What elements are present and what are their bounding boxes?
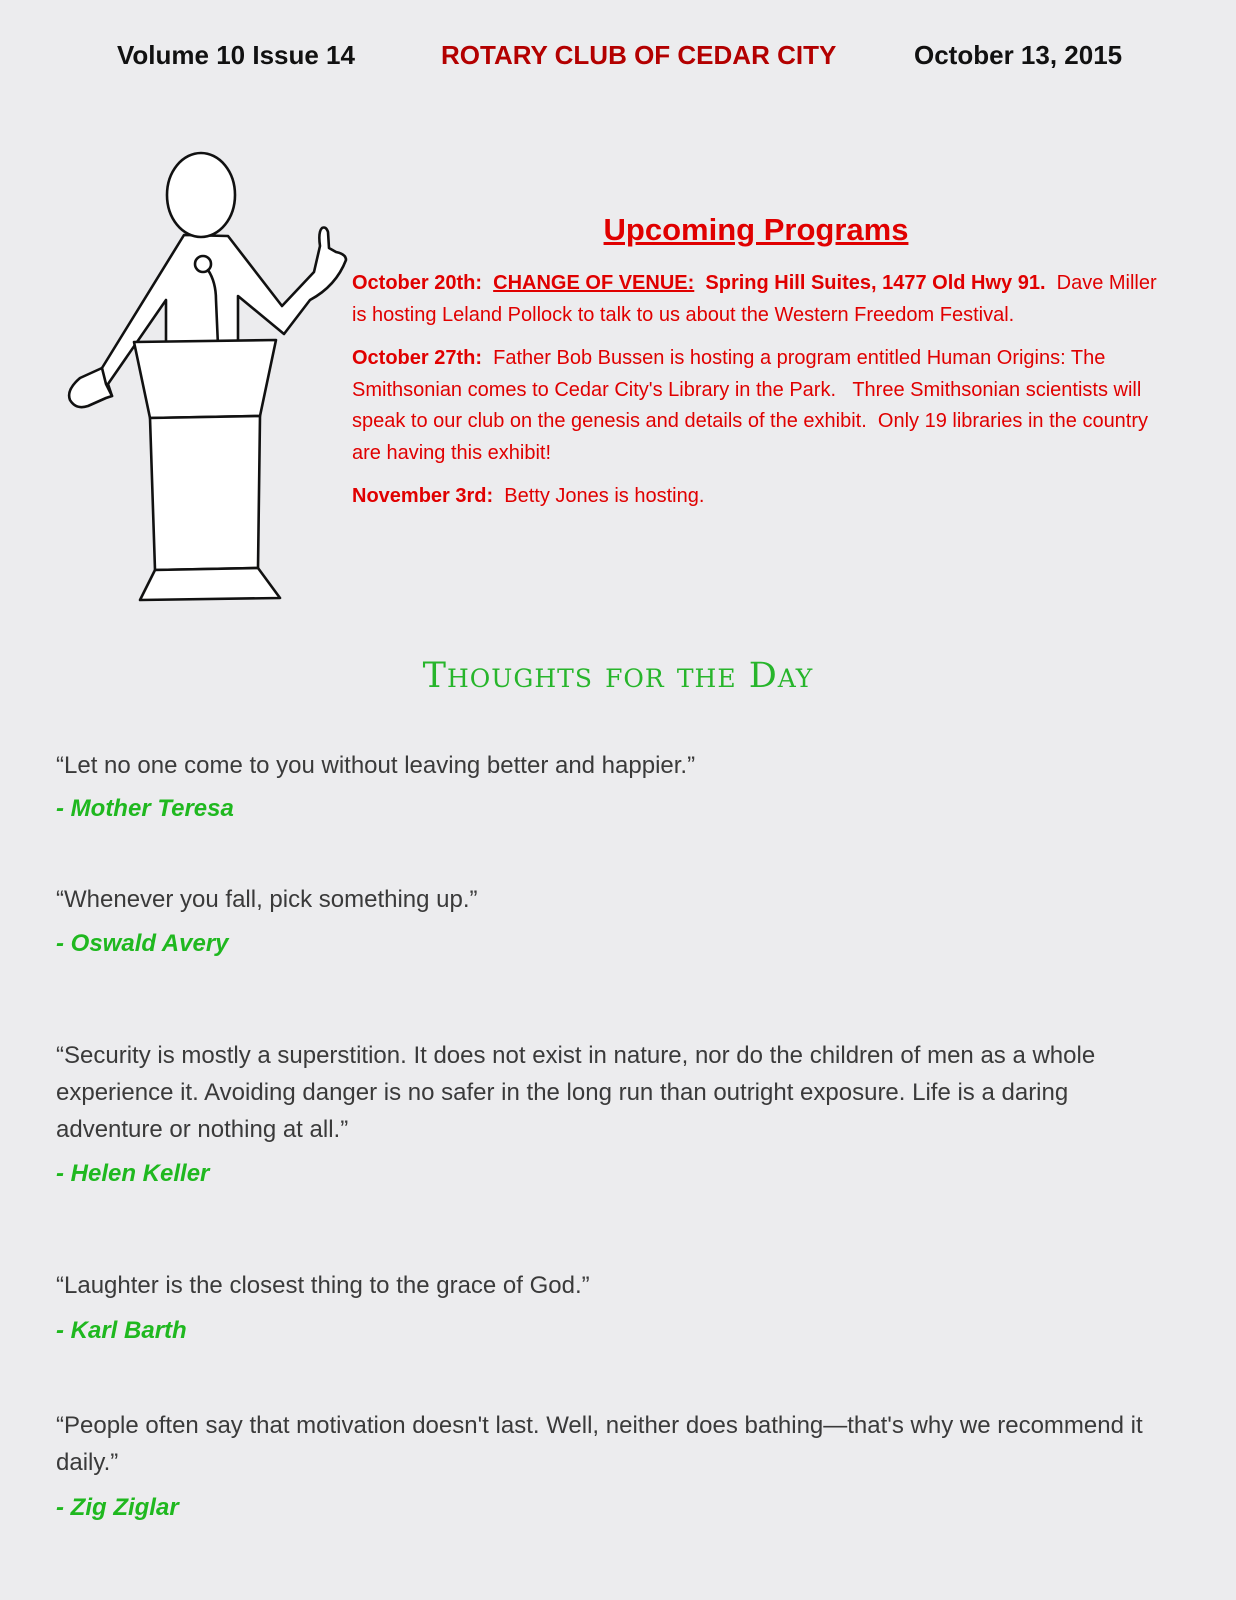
quote-author: - Karl Barth: [56, 1317, 187, 1344]
upcoming-programs-section: [352, 212, 1160, 525]
program-date: October 27th:: [352, 347, 483, 369]
program-description: Father Bob Bussen is hosting a program entitled Human Origins: The Smithsonian comes to Cedar City's Library in the Park. Three Smithsonian scientists will speak to our club on the genesis and details of the exhibit. Only 19 libraries in the country are having this exhibit!: [352, 347, 1154, 464]
quote-author: - Helen Keller: [56, 1160, 210, 1187]
program-date: November 3rd:: [352, 485, 494, 507]
quote-text: “Security is mostly a superstition. It does not exist in nature, nor do the children of men as a whole experience it. Avoiding danger is no safer in the long run than outright exposure. Life is a daring adventure or nothing at all.”: [56, 1042, 1096, 1143]
speaker-podium-illustration: [62, 146, 352, 606]
change-of-venue-label: CHANGE OF VENUE:: [493, 272, 695, 294]
quote-author: - Zig Ziglar: [56, 1494, 179, 1521]
program-description: Dave Miller is hosting Leland Pollock to talk to us about the Western Freedom Festival.: [352, 272, 1157, 326]
program-description: Betty Jones is hosting.: [504, 485, 705, 507]
program-venue: Spring Hill Suites, 1477 Old Hwy 91.: [705, 272, 1046, 294]
volume-issue: Volume 10 Issue 14: [117, 40, 355, 70]
program-date: October 20th:: [352, 272, 483, 294]
program-item: [352, 268, 1160, 331]
program-item: [352, 481, 1160, 513]
program-item: [352, 343, 1160, 469]
quote-text: “People often say that motivation doesn't last. Well, neither does bathing—that's why we recommend it daily.”: [56, 1412, 1143, 1476]
thoughts-title: Thoughts for the Day: [422, 656, 814, 696]
newsletter-date: October 13, 2015: [914, 40, 1123, 70]
quote-text: “Let no one come to you without leaving better and happier.”: [56, 752, 696, 779]
quote-text: “Laughter is the closest thing to the grace of God.”: [56, 1272, 590, 1299]
upcoming-programs-title: Upcoming Programs: [603, 212, 909, 247]
quote-author: - Oswald Avery: [56, 930, 229, 957]
club-name: ROTARY CLUB OF CEDAR CITY: [441, 40, 837, 70]
quote-author: - Mother Teresa: [56, 795, 234, 822]
quote-text: “Whenever you fall, pick something up.”: [56, 886, 478, 913]
